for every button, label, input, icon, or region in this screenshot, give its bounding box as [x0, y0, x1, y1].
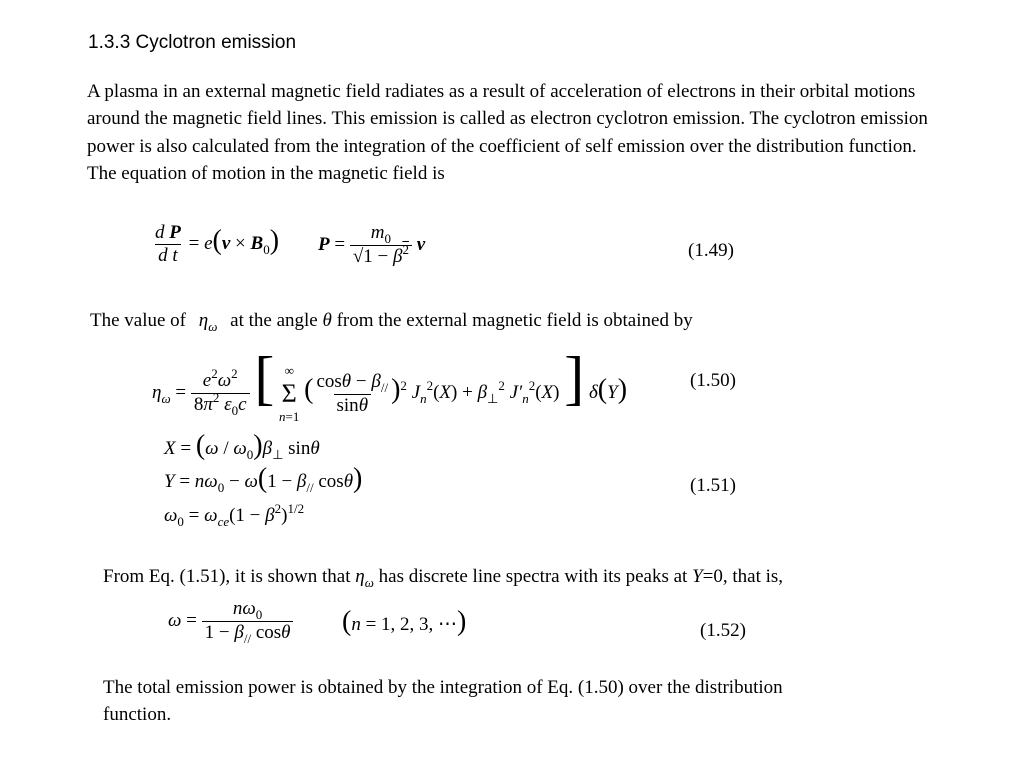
value-of-text-c: from the external magnetic field is obtained by: [336, 310, 693, 331]
equation-momentum: P = $\frac{m_0}{√1 - \beta^2}$ v: [318, 222, 426, 267]
equation-number-150: (1.50): [690, 370, 736, 391]
equation-y-definition: $Y = n\omega_0 - \omega(1 - \beta_{//}$ cosθ): [164, 463, 363, 495]
equation-number-152: (1.52): [700, 620, 746, 641]
equation-number-149: (1.49): [688, 240, 734, 261]
from-eq-text-c: =0, that is,: [702, 566, 784, 587]
equation-number-151: (1.51): [690, 475, 736, 496]
value-of-text-a: The value of: [90, 310, 187, 331]
final-paragraph: The total emission power is obtained by the integration of Eq. (1.50) over the distribution function.: [103, 677, 783, 725]
equation-x-definition: $X = (\omega / \omega_0)\beta_\perp$ sinθ: [164, 430, 320, 462]
equation-line-spectra: ω = $\frac{n\omega_0}{1 - \beta_{//} \cos\theta}$: [168, 598, 293, 645]
from-eq-text-b: has discrete line spectra with its peaks at: [378, 566, 688, 587]
from-eq-text-a: From Eq. (1.51), it is shown that: [103, 566, 351, 587]
equation-n-values: (n = 1, 2, 3, ⋯): [342, 606, 467, 637]
intro-paragraph: A plasma in an external magnetic field radiates as a result of acceleration of electrons in their orbital motions around the magnetic field lines. This emission is called as electron cyclotron emission. The cyclotron emission power is also calculated from the integration of the coefficient of self emission over the distribution function. The equation of motion in the magnetic field is: [87, 81, 928, 184]
value-of-line: The value of $\eta_\omega$ at the angle θ from the external magnetic field is obtained by: [90, 310, 693, 334]
from-eq-line: From Eq. (1.51), it is shown that $\eta_\omega$ has discrete line spectra with its peaks at Y=0, that is,: [103, 566, 784, 590]
equation-omega0-definition: $\omega_0 = \omega_{ce}(1 - \beta^2)^{1/2}$: [164, 501, 305, 529]
section-heading: 1.3.3 Cyclotron emission: [88, 32, 297, 53]
equation-motion: $\frac{\text{d P}}{\text{d t}}$ = $e(v \times B_0)$: [155, 222, 280, 266]
equation-emission-coefficient: $\eta_\omega$ = $\frac{e^2\omega^2}{8\pi^2 \varepsilon_0c}$ [ ∞ Σ n=1 ( $\frac{\cos\theta - \beta_{//}}{\sin\theta}$ )$^2$ $J_n^2(X) + \beta_\perp^2$ $J'_n^2(X)$ ] δ(Y): [152, 345, 628, 424]
value-of-text-b: at the angle: [230, 310, 318, 331]
